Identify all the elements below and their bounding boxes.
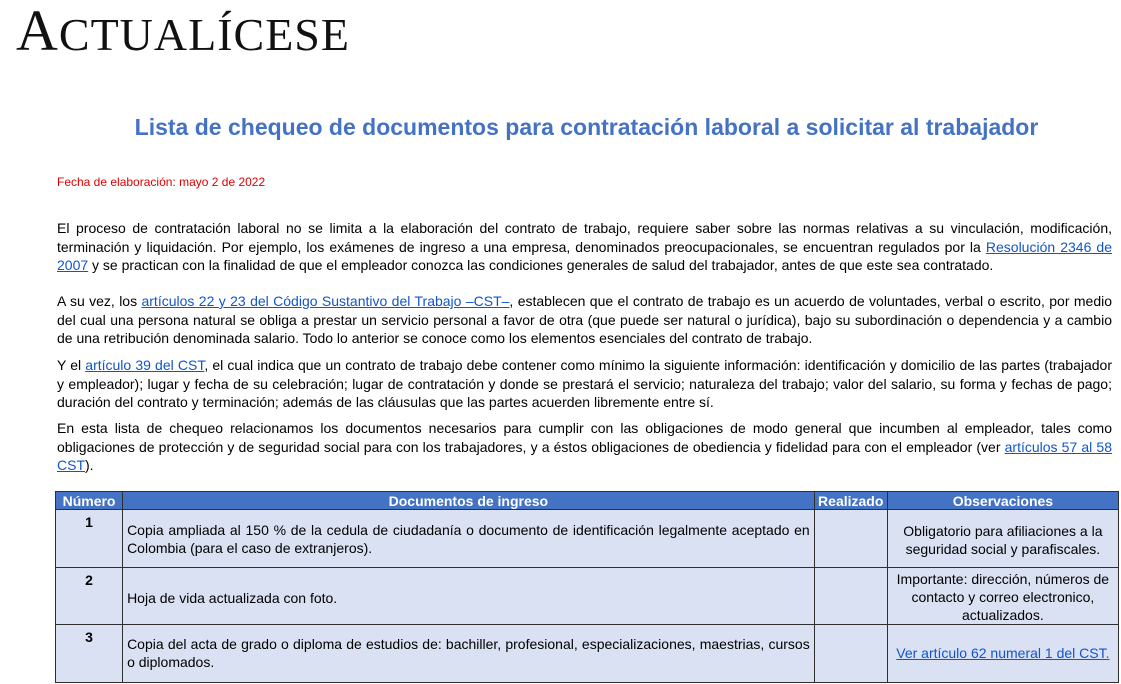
article-62-link[interactable]: Ver artículo 62 numeral 1 del CST. [896,645,1110,661]
table-header-row [56,492,1119,510]
brand-logo [16,0,350,63]
paragraph-text: , el cual indica que un contrato de trabajo debe contener como mínimo la siguiente información: identificación y domicilio de las partes (trabajador y empleador); lugar y fecha de su celebración; lugar de contratación y donde se prestará el servicio; naturaleza del trabajo; valor del salario, su forma y fechas de pago; duración del contrato y terminación; además de las cláusulas que las partes acuerden libremente entre sí. [57,357,1112,410]
row-document: Copia del acta de grado o diploma de estudios de: bachiller, profesional, especializaciones, maestrias, cursos o diplomados. [127,636,810,670]
row-done-cell[interactable] [814,510,887,568]
resolution-link[interactable]: Resolución 2346 de 2007 [57,238,1112,273]
date-line: Fecha de elaboración: mayo 2 de 2022 [57,175,266,189]
row-document-cell [123,625,815,683]
row-number: 3 [85,629,93,645]
paragraph-text: ). [85,457,94,473]
article-39-link[interactable]: artículo 39 del CST [85,357,205,373]
row-number-cell [56,568,123,625]
paragraph-text: A su vez, los [57,293,142,309]
row-observation-cell [887,625,1118,683]
articles-22-23-link[interactable]: artículos 22 y 23 del Código Sustantivo del Trabajo –CST– [141,293,510,309]
row-number-cell [56,510,123,568]
header-documents: Documentos de ingreso [123,492,815,510]
row-document: Hoja de vida actualizada con foto. [127,590,338,606]
paragraph-text: , establecen que el contrato de trabajo es un acuerdo de voluntades, verbal o escrito, por medio del cual una persona natural se obliga a prestar un servicio personal a favor de otra (que puede ser natural o jurídica), bajo su subordinación o dependencia y a cambio de una retribución denominada salario. Todo lo anterior se conoce como los elementos esenciales del contrato de trabajo. [57,293,1113,346]
row-observation: Obligatorio para afiliaciones a la seguridad social y parafiscales. [903,523,1103,557]
paragraph-article-39 [57,356,1112,412]
paragraph-intro [57,219,1112,275]
paragraph-text: El proceso de contratación laboral no se limita a la elaboración del contrato de trabajo, requiere saber sobre las normas relativas a su vinculación, modificación, terminación y liquidación. Por ejemplo, los exámenes de ingreso a una empresa, denominados preocupacionales, se encuentran regulados por la [57,220,1112,255]
table-row [56,625,1119,683]
header-observations: Observaciones [887,492,1118,510]
row-observation: Importante: dirección, números de contacto y correo electronico, actualizados. [896,571,1110,623]
paragraph-text: En esta lista de chequeo relacionamos los documentos necesarios para cumplir con las obligaciones de modo general que incumben al empleador, tales como obligaciones de protección y de seguridad social para con los trabajadores, y a éstos obligaciones de obediencia y fidelidad para con el empleador (ver [57,420,1112,455]
documents-table [55,491,1119,683]
row-number: 1 [85,514,93,530]
logo-initial: A [16,0,59,63]
logo-rest: CTUALÍCESE [58,9,350,60]
row-done-cell[interactable] [814,625,887,683]
articles-57-58-link[interactable]: artículos 57 al 58 CST [57,438,1112,473]
header-done: Realizado [814,492,887,510]
row-document-cell [123,568,815,625]
paragraph-articles [57,292,1112,348]
row-observation-cell [887,568,1118,625]
row-number-cell [56,625,123,683]
header-number: Número [56,492,123,510]
row-number: 2 [85,572,93,588]
paragraph-checklist [57,419,1112,475]
table-row [56,510,1119,568]
row-document-cell [123,510,815,568]
row-observation-cell [887,510,1118,568]
paragraph-text: y se practican con la finalidad de que el empleador conozca las condiciones generales de salud del trabajador, antes de que este sea contratado. [88,257,994,273]
table-row [56,568,1119,625]
paragraph-text: Y el [57,357,86,373]
row-done-cell[interactable] [814,568,887,625]
page-title: Lista de chequeo de documentos para contratación laboral a solicitar al trabajador [134,114,1039,140]
row-document: Copia ampliada al 150 % de la cedula de ciudadanía o documento de identificación legalmente aceptado en Colombia (para el caso de extranjeros). [127,522,810,556]
